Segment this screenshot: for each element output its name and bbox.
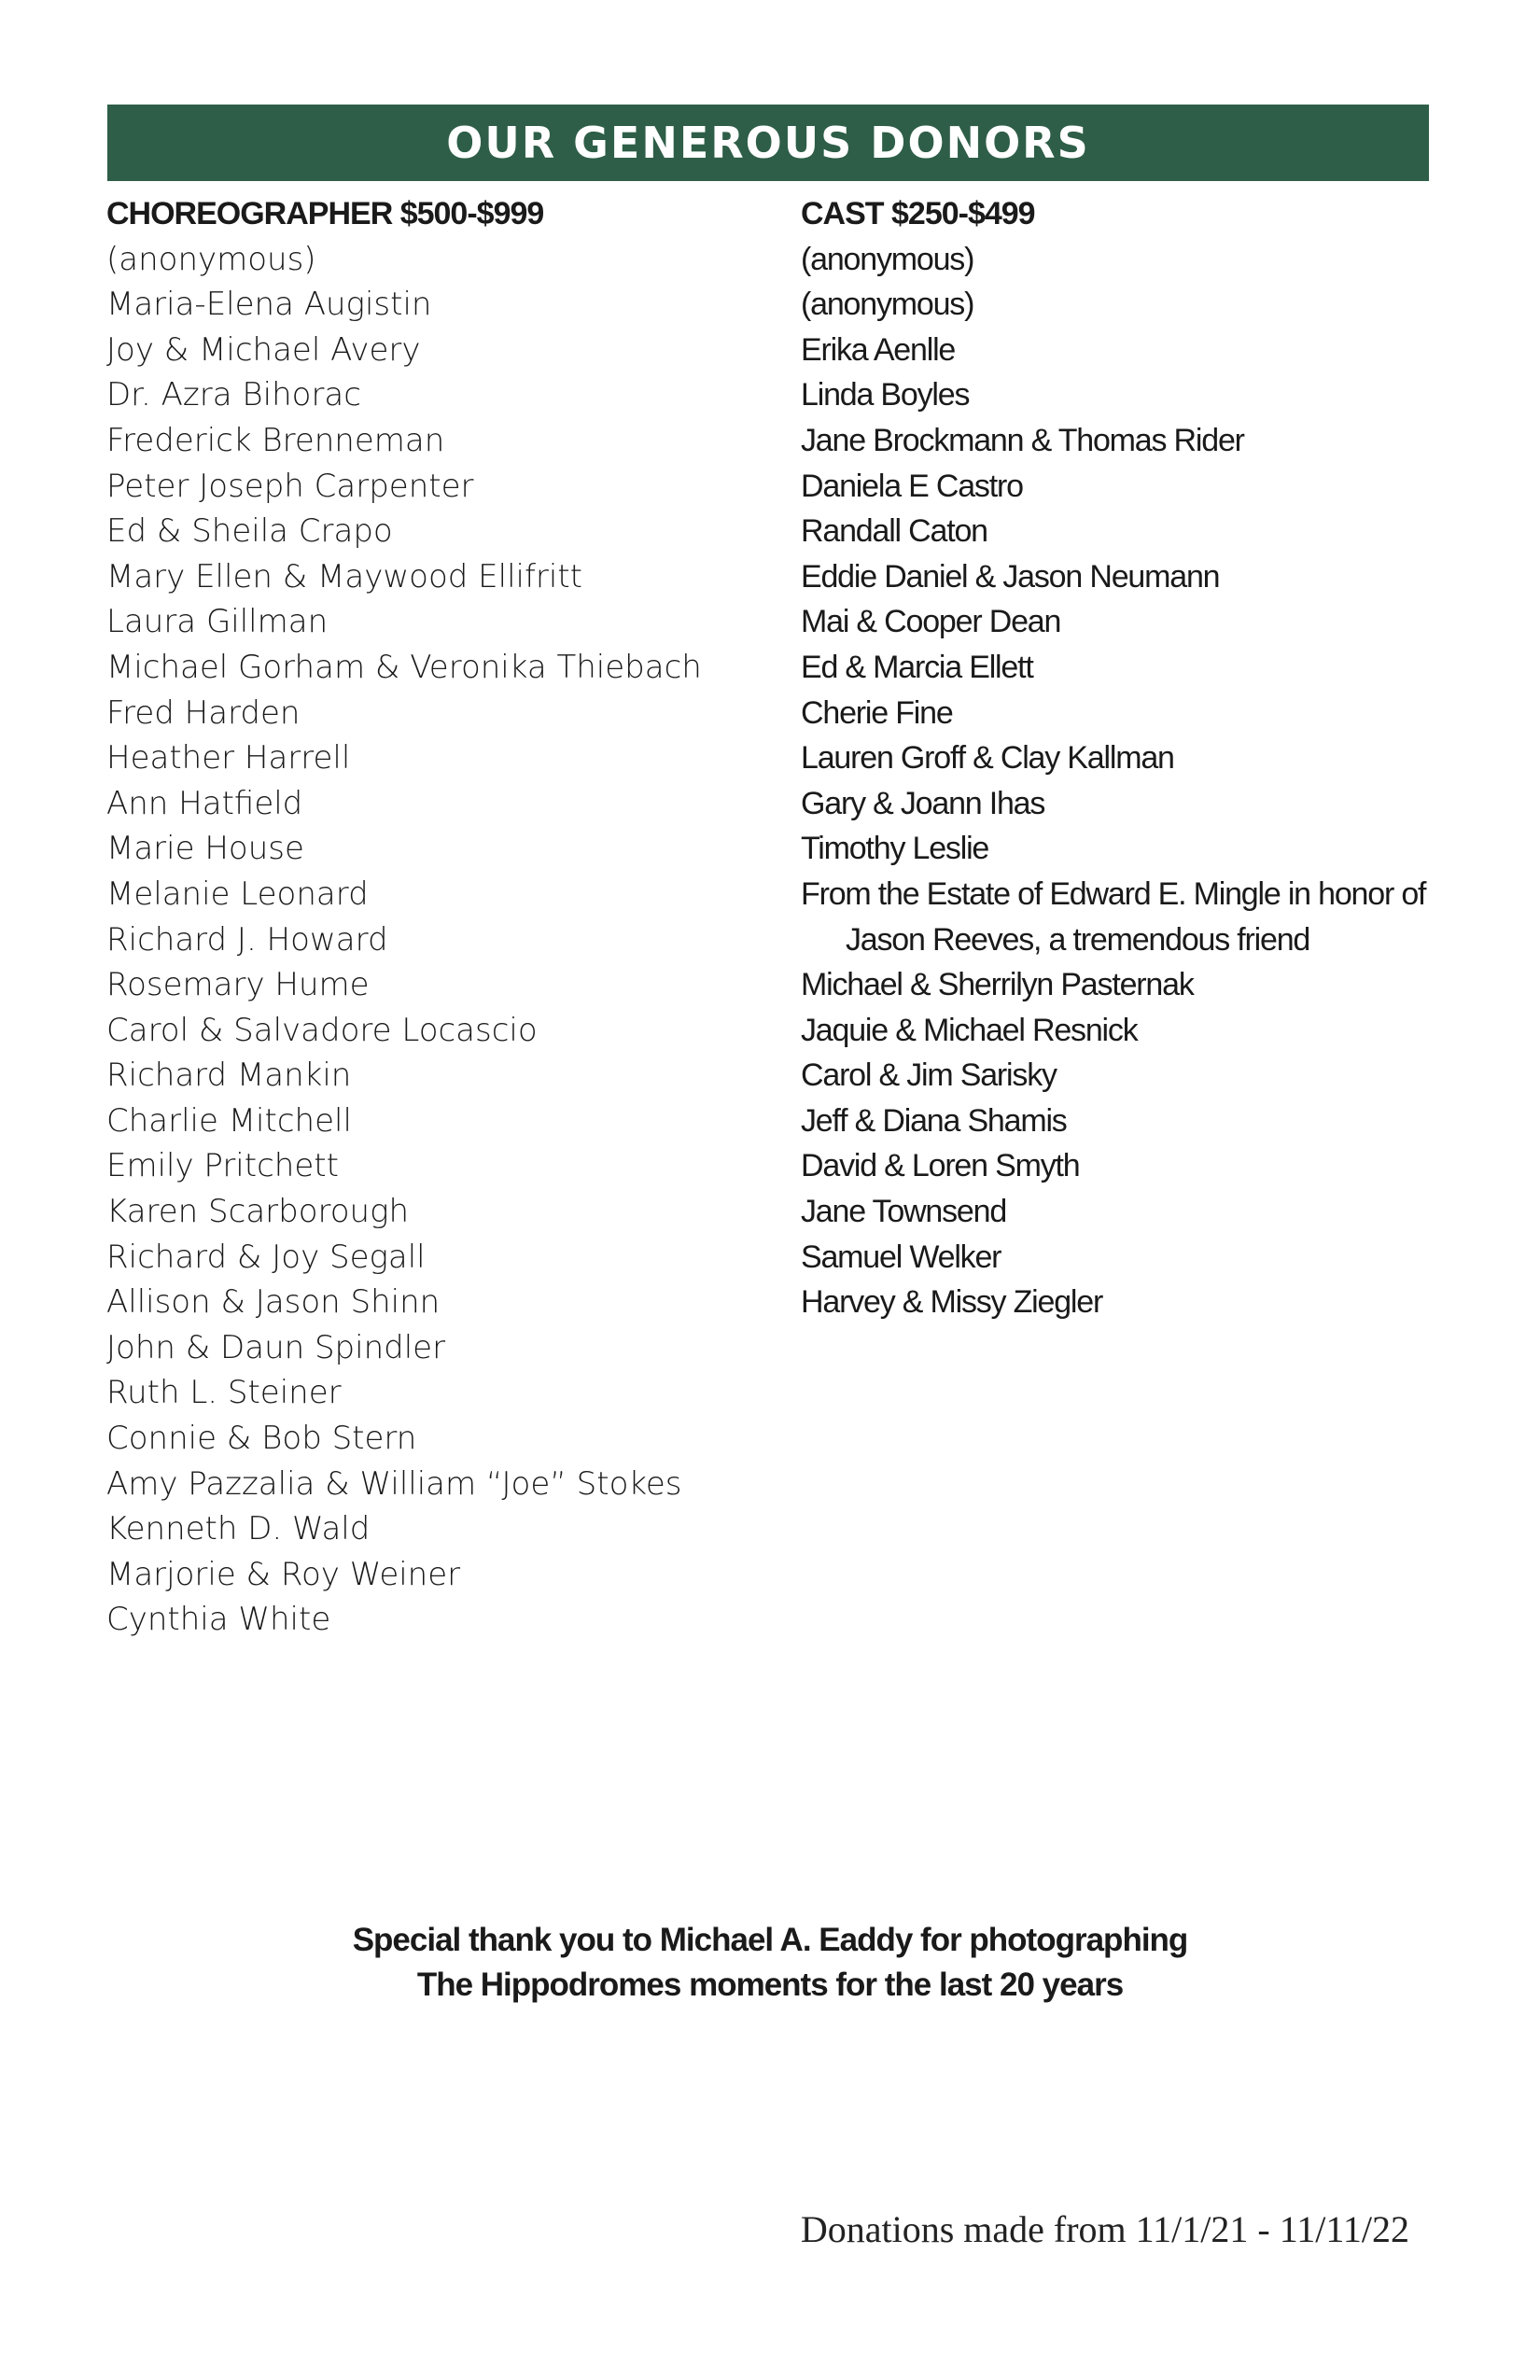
donor-name: Ann Hatfield	[106, 784, 303, 822]
donor-name: (anonymous)	[801, 241, 974, 277]
donor-name: Kenneth D. Wald	[106, 1510, 371, 1548]
donor-name: Carol & Salvadore Locascio	[106, 1011, 538, 1049]
donor-name: Carol & Jim Sarisky	[801, 1057, 1057, 1094]
donor-name: Connie & Bob Stern	[106, 1420, 417, 1458]
donor-name: Maria-Elena Augistin	[106, 286, 432, 324]
donor-name: Allison & Jason Shinn	[106, 1283, 441, 1322]
donor-name: Rosemary Hume	[106, 966, 370, 1004]
choreographer-donor-list	[106, 237, 760, 1643]
donor-name: Ed & Sheila Crapo	[106, 512, 393, 551]
donor-name: Richard J. Howard	[106, 920, 388, 959]
donor-name: David & Loren Smyth	[801, 1148, 1080, 1184]
donor-name: Cherie Fine	[801, 694, 953, 731]
donor-name: Amy Pazzalia & William “Joe” Stokes	[106, 1464, 682, 1503]
donor-name: Cynthia White	[106, 1601, 331, 1639]
donor-name: Randall Caton	[801, 513, 987, 550]
donor-name: Emily Pritchett	[106, 1147, 339, 1185]
donation-period-note: Donations made from 11/1/21 - 11/11/22	[800, 2208, 1409, 2250]
donor-name: (anonymous)	[801, 287, 974, 323]
donor-name: Fred Harden	[106, 693, 301, 732]
donor-name: Peter Joseph Carpenter	[106, 467, 474, 505]
donor-name: Joy & Michael Avery	[106, 330, 421, 369]
donor-name: Samuel Welker	[801, 1239, 1001, 1275]
donor-name: John & Daun Spindler	[106, 1328, 446, 1366]
donors-banner	[107, 105, 1429, 181]
donor-name: Linda Boyles	[801, 377, 970, 413]
donor-name: Dr. Azra Bihorac	[106, 376, 361, 414]
donor-name: Richard Mankin	[106, 1057, 352, 1095]
donor-name: Lauren Groff & Clay Kallman	[801, 740, 1174, 777]
donor-name: Richard & Joy Segall	[106, 1238, 426, 1276]
donor-name: Jeff & Diana Shamis	[801, 1102, 1067, 1139]
donor-name: Marie House	[106, 830, 304, 868]
choreographer-donors-section	[106, 191, 760, 1643]
donor-name: Laura Gillman	[106, 603, 329, 641]
donor-name: Jane Townsend	[801, 1194, 1007, 1230]
donor-name: Eddie Daniel & Jason Neumann	[801, 558, 1220, 595]
donor-name: Ed & Marcia Ellett	[801, 649, 1033, 685]
donor-name: Michael Gorham & Veronika Thiebach	[106, 648, 702, 686]
donor-name: Karen Scarborough	[106, 1193, 410, 1231]
cast-tier-heading: CAST $250-$499	[801, 196, 1035, 231]
donor-name: Ruth L. Steiner	[106, 1374, 342, 1412]
donor-name: Daniela E Castro	[801, 468, 1023, 504]
special-thanks-line-2: The Hippodromes moments for the last 20 years	[416, 1967, 1124, 2003]
donor-name: Mai & Cooper Dean	[801, 604, 1061, 640]
donor-name: (anonymous)	[106, 240, 316, 278]
page-title: OUR GENEROUS DONORS	[446, 118, 1090, 168]
donor-name-estate: From the Estate of Edward E. Mingle in honor of Jason Reeves, a tremendous friend	[801, 875, 1426, 958]
donor-name: Michael & Sherrilyn Pasternak	[801, 967, 1194, 1003]
donor-name: Gary & Joann Ihas	[801, 785, 1045, 821]
donor-name: Marjorie & Roy Weiner	[106, 1555, 461, 1593]
donor-name: Jane Brockmann & Thomas Rider	[801, 422, 1244, 458]
cast-donor-list	[801, 237, 1454, 1325]
donor-name: Erika Aenlle	[801, 331, 956, 368]
donor-name: Heather Harrell	[106, 739, 351, 777]
donor-name: Frederick Brenneman	[106, 421, 445, 459]
choreographer-tier-heading: CHOREOGRAPHER $500-$999	[106, 196, 544, 231]
donor-name: Harvey & Missy Ziegler	[801, 1284, 1103, 1321]
donor-name: Mary Ellen & Maywood Ellifritt	[106, 557, 583, 595]
special-thanks	[0, 1918, 1540, 2008]
special-thanks-line-1: Special thank you to Michael A. Eaddy for photographing	[352, 1922, 1188, 1958]
donor-name: Melanie Leonard	[106, 875, 369, 913]
donor-name: Timothy Leslie	[801, 831, 989, 867]
cast-donors-section	[801, 191, 1454, 1325]
donor-name: Jaquie & Michael Resnick	[801, 1012, 1138, 1048]
donor-name: Charlie Mitchell	[106, 1101, 352, 1140]
